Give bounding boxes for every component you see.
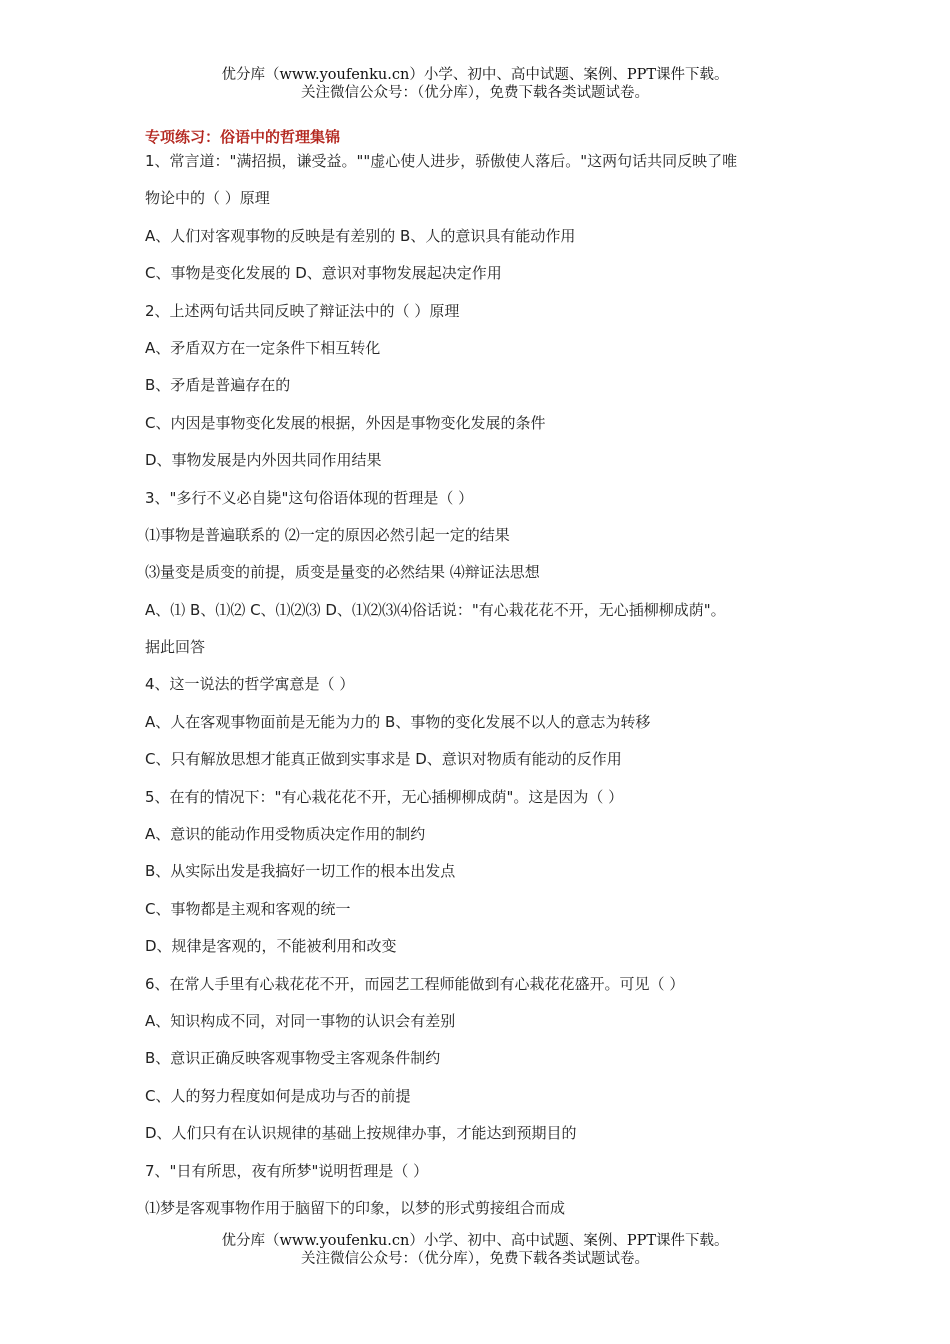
text-line: ⑴事物是普遍联系的 ⑵一定的原因必然引起一定的结果: [145, 525, 510, 544]
text-line: C、内因是事物变化发展的根据，外因是事物变化发展的条件: [145, 413, 546, 432]
text-line: A、⑴ B、⑴⑵ C、⑴⑵⑶ D、⑴⑵⑶⑷俗话说："有心栽花花不开，无心插柳柳成荫"。: [145, 600, 726, 619]
text-line: 6、在常人手里有心栽花花不开，而园艺工程师能做到有心栽花花盛开。可见（ ）: [145, 974, 685, 993]
text-line: B、矛盾是普遍存在的: [145, 376, 291, 395]
footer-line-1: 优分库（www.youfenku.cn）小学、初中、高中试题、案例、PPT课件下载。: [221, 1233, 729, 1249]
text-line: B、从实际出发是我搞好一切工作的根本出发点: [145, 862, 456, 881]
text-line: D、事物发展是内外因共同作用结果: [145, 451, 382, 470]
text-line: 3、"多行不义必自毙"这句俗语体现的哲理是（ ）: [145, 488, 474, 507]
text-line: A、知识构成不同，对同一事物的认识会有差别: [145, 1011, 456, 1030]
text-line: 1、常言道："满招损，谦受益。""虚心使人进步，骄傲使人落后。"这两句话共同反映了唯: [145, 152, 738, 170]
text-line: 4、这一说法的哲学寓意是（ ）: [145, 675, 355, 694]
text-line: A、矛盾双方在一定条件下相互转化: [145, 338, 381, 357]
document-title: 专项练习：俗语中的哲理集锦: [145, 128, 341, 146]
text-line: 7、"日有所思，夜有所梦"说明哲理是（ ）: [145, 1161, 429, 1180]
text-line: ⑴梦是客观事物作用于脑留下的印象，以梦的形式剪接组合而成: [145, 1198, 566, 1217]
text-line: ⑶量变是质变的前提，质变是量变的必然结果 ⑷辩证法思想: [145, 563, 540, 582]
page-header: [0, 66, 950, 102]
text-line: 2、上述两句话共同反映了辩证法中的（ ）原理: [145, 301, 460, 320]
header-line-1: 优分库（www.youfenku.cn）小学、初中、高中试题、案例、PPT课件下载。: [221, 67, 729, 83]
text-line: A、人在客观事物面前是无能为力的 B、事物的变化发展不以人的意志为转移: [145, 712, 651, 731]
text-line: B、意识正确反映客观事物受主客观条件制约: [145, 1049, 441, 1068]
text-line: D、规律是客观的，不能被利用和改变: [145, 937, 397, 956]
header-line-2: 关注微信公众号：（优分库），免费下载各类试题试卷。: [301, 85, 649, 101]
question-body: [145, 150, 815, 1234]
text-line: C、只有解放思想才能真正做到实事求是 D、意识对物质有能动的反作用: [145, 750, 622, 769]
text-line: 5、在有的情况下："有心栽花花不开，无心插柳柳成荫"。这是因为（ ）: [145, 787, 624, 806]
text-line: C、人的努力程度如何是成功与否的前提: [145, 1086, 411, 1105]
footer-line-2: 关注微信公众号：（优分库），免费下载各类试题试卷。: [301, 1251, 649, 1267]
text-line: D、人们只有在认识规律的基础上按规律办事，才能达到预期目的: [145, 1124, 577, 1143]
page-footer: [0, 1232, 950, 1268]
text-line: A、意识的能动作用受物质决定作用的制约: [145, 825, 426, 844]
text-line: 据此回答: [145, 638, 206, 657]
text-line: C、事物都是主观和客观的统一: [145, 899, 351, 918]
text-line: C、事物是变化发展的 D、意识对事物发展起决定作用: [145, 264, 502, 283]
text-line: A、人们对客观事物的反映是有差别的 B、人的意识具有能动作用: [145, 226, 576, 245]
text-line: 物论中的（ ）原理: [145, 189, 270, 208]
